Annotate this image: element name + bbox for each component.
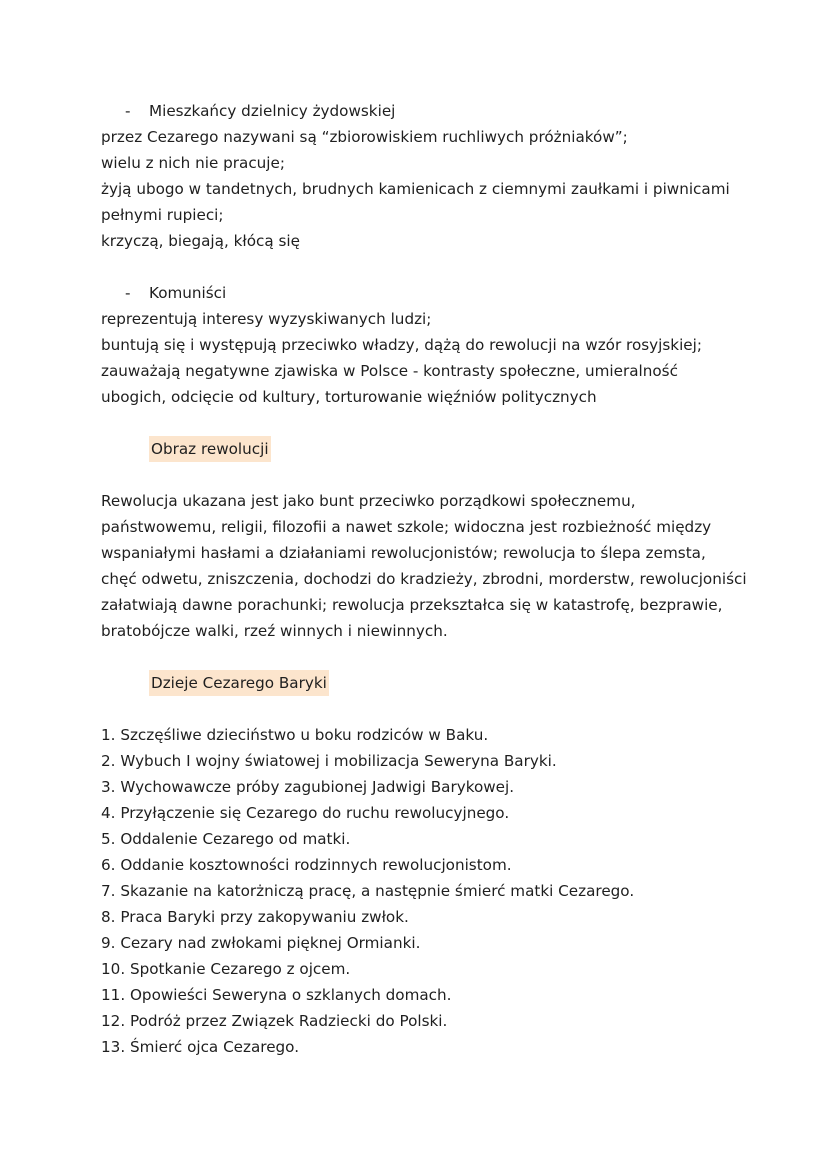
list-item: 6. Oddanie kosztowności rodzinnych rewolucjonistom. — [101, 856, 512, 874]
list-item: 13. Śmierć ojca Cezarego. — [101, 1038, 300, 1056]
text-line: żyją ubogo w tandetnych, brudnych kamienicach z ciemnymi zaułkami i piwnicami — [101, 180, 730, 198]
section-heading-wrap — [101, 436, 741, 462]
section-heading-wrap — [101, 670, 741, 696]
text-line: pełnymi rupieci; — [101, 206, 224, 224]
bullet-dash: - — [125, 102, 131, 120]
list-item: 1. Szczęśliwe dzieciństwo u boku rodziców w Baku. — [101, 726, 489, 744]
spacer — [101, 644, 741, 670]
list-item: 7. Skazanie na katorżniczą pracę, a następnie śmierć matki Cezarego. — [101, 882, 635, 900]
paragraph-line: bratobójcze walki, rzeź winnych i niewinnych. — [101, 622, 448, 640]
text-line: buntują się i występują przeciwko władzy, dążą do rewolucji na wzór rosyjskiej; — [101, 336, 702, 354]
paragraph-line: chęć odwetu, zniszczenia, dochodzi do kradzieży, zbrodni, morderstw, rewolucjoniści — [101, 570, 747, 588]
bullet-label: Komuniści — [149, 284, 227, 302]
list-item: 10. Spotkanie Cezarego z ojcem. — [101, 960, 351, 978]
section-heading-history: Dzieje Cezarego Baryki — [149, 670, 329, 696]
list-item: 8. Praca Baryki przy zakopywaniu zwłok. — [101, 908, 409, 926]
text-line: ubogich, odcięcie od kultury, torturowanie więźniów politycznych — [101, 388, 597, 406]
paragraph-line: Rewolucja ukazana jest jako bunt przeciwko porządkowi społecznemu, — [101, 492, 636, 510]
spacer — [101, 462, 741, 488]
list-item: 9. Cezary nad zwłokami pięknej Ormianki. — [101, 934, 421, 952]
revolution-paragraph — [101, 488, 747, 644]
numbered-list — [101, 722, 741, 1060]
list-item: 11. Opowieści Seweryna o szklanych domach. — [101, 986, 452, 1004]
list-item: 3. Wychowawcze próby zagubionej Jadwigi Barykowej. — [101, 778, 515, 796]
list-item: 2. Wybuch I wojny światowej i mobilizacja Seweryna Baryki. — [101, 752, 557, 770]
bullet-item-communists — [101, 280, 741, 306]
spacer — [101, 254, 741, 280]
list-item: 12. Podróż przez Związek Radziecki do Polski. — [101, 1012, 448, 1030]
text-line: reprezentują interesy wyzyskiwanych ludzi; — [101, 310, 432, 328]
paragraph-line: państwowemu, religii, filozofii a nawet szkole; widoczna jest rozbieżność między — [101, 518, 712, 536]
section-heading-revolution: Obraz rewolucji — [149, 436, 271, 462]
text-line: krzyczą, biegają, kłócą się — [101, 232, 300, 250]
text-line: wielu z nich nie pracuje; — [101, 154, 285, 172]
text-line: zauważają negatywne zjawiska w Polsce - kontrasty społeczne, umieralność — [101, 362, 678, 380]
paragraph-line: załatwiają dawne porachunki; rewolucja przekształca się w katastrofę, bezprawie, — [101, 596, 723, 614]
spacer — [101, 410, 741, 436]
list-item: 4. Przyłączenie się Cezarego do ruchu rewolucyjnego. — [101, 804, 510, 822]
bullet-item-jewish-district — [101, 98, 741, 124]
bullet-dash: - — [125, 284, 131, 302]
text-line: przez Cezarego nazywani są “zbiorowiskiem ruchliwych próżniaków”; — [101, 128, 628, 146]
spacer — [101, 696, 741, 722]
document-content — [101, 98, 747, 1060]
bullet-label: Mieszkańcy dzielnicy żydowskiej — [149, 102, 396, 120]
list-item: 5. Oddalenie Cezarego od matki. — [101, 830, 351, 848]
paragraph-line: wspaniałymi hasłami a działaniami rewolucjonistów; rewolucja to ślepa zemsta, — [101, 544, 706, 562]
